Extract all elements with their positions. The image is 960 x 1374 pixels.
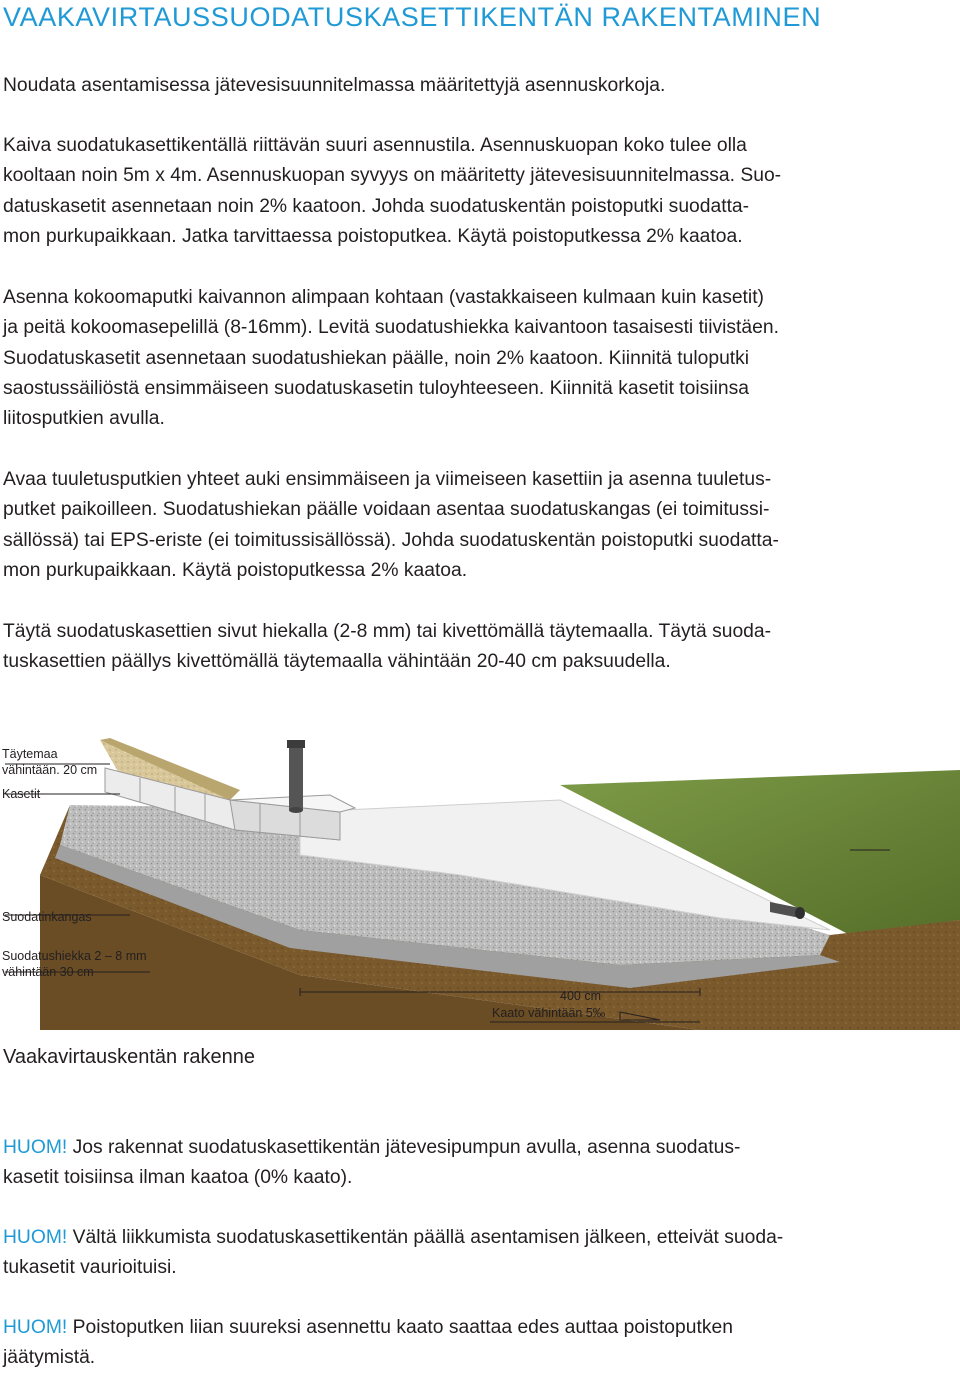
paragraph-5: Täytä suodatuskasettien sivut hiekalla (2-8 mm) tai kivettömällä täytemaalla. Täytä suoda- tuskasettien päällys kivettömällä täytemaalla vähintään 20-40 cm paksuudella. xyxy=(3,621,772,673)
label-filter-fabric: Suodatinkangas xyxy=(2,910,92,924)
note-3-prefix: HUOM! xyxy=(3,1317,68,1338)
note-2 xyxy=(3,1223,955,1284)
note-3-text: Poistoputken liian suureksi asennettu kaato saattaa edes auttaa poistoputken jäätymistä. xyxy=(3,1317,733,1369)
note-1 xyxy=(3,1133,955,1194)
label-fill-soil-2: vähintään. 20 cm xyxy=(2,763,98,777)
label-slope: Kaato vähintään 5‰ xyxy=(492,1006,606,1020)
label-sand-2: vähintään 30 cm xyxy=(2,965,94,979)
page-title: VAAKAVIRTAUSSUODATUSKASETTIKENTÄN RAKENTAMINEN xyxy=(3,2,822,32)
label-sand-1: Suodatushiekka 2 – 8 mm xyxy=(2,949,147,963)
label-cassettes: Kasetit xyxy=(2,787,41,801)
note-3 xyxy=(3,1313,955,1374)
vent-pipe xyxy=(287,740,305,813)
label-length: 400 cm xyxy=(560,989,601,1003)
structure-diagram xyxy=(0,730,960,1030)
note-2-prefix: HUOM! xyxy=(3,1227,68,1248)
paragraph-4: Avaa tuuletusputkien yhteet auki ensimmäiseen ja viimeiseen kasettiin ja asenna tuuletus- putket paikoilleen. Suodatushiekan päälle voidaan asentaa suodatuskangas (ei toimitussi- sällössä) tai EPS-eriste (ei toimitussisällössä). Johda suodatuskentän poistoputki suodatta- mon purkupaikkaan. Käytä poistoputkessa 2% kaatoa. xyxy=(3,469,779,581)
paragraph-3: Asenna kokoomaputki kaivannon alimpaan kohtaan (vastakkaiseen kulmaan kuin kasetit) ja peitä kokoomasepelillä (8-16mm). Levitä suodatushiekka kaivantoon tasaisesti tiivistäen. Suodatuskasetit asennetaan suodatushiekan päälle, noin 2% kaatoon. Kiinnitä tuloputki saostussäiliöstä ensimmäiseen suodatuskasetin tuloyhteeseen. Kiinnitä kasetit toisiinsa liitosputkien avulla. xyxy=(3,287,779,430)
note-2-text: Vältä liikkumista suodatuskasettikentän päällä asentamisen jälkeen, etteivät suoda- tukasetit vaurioituisi. xyxy=(3,1227,784,1279)
paragraph-1: Noudata asentamisessa jätevesisuunnitelmassa määritettyjä asennuskorkoja. xyxy=(3,75,666,96)
note-1-prefix: HUOM! xyxy=(3,1137,68,1158)
note-1-text: Jos rakennat suodatuskasettikentän jätevesipumpun avulla, asenna suodatus- kasetit toisiinsa ilman kaatoa (0% kaato). xyxy=(3,1137,741,1189)
diagram-caption: Vaakavirtauskentän rakenne xyxy=(3,1046,256,1068)
paragraph-2: Kaiva suodatukasettikentällä riittävän suuri asennustila. Asennuskuopan koko tulee olla kooltaan noin 5m x 4m. Asennuskuopan syvyys on määritetty jätevesisuunnitelmassa. Suo- datuskasetit asennetaan noin 2% kaatoon. Johda suodatuskentän poistoputki suodatta- mon purkupaikkaan. Jatka tarvittaessa poistoputkea. Käytä poistoputkessa 2% kaatoa. xyxy=(3,135,782,247)
label-fill-soil-1: Täytemaa xyxy=(2,747,58,761)
